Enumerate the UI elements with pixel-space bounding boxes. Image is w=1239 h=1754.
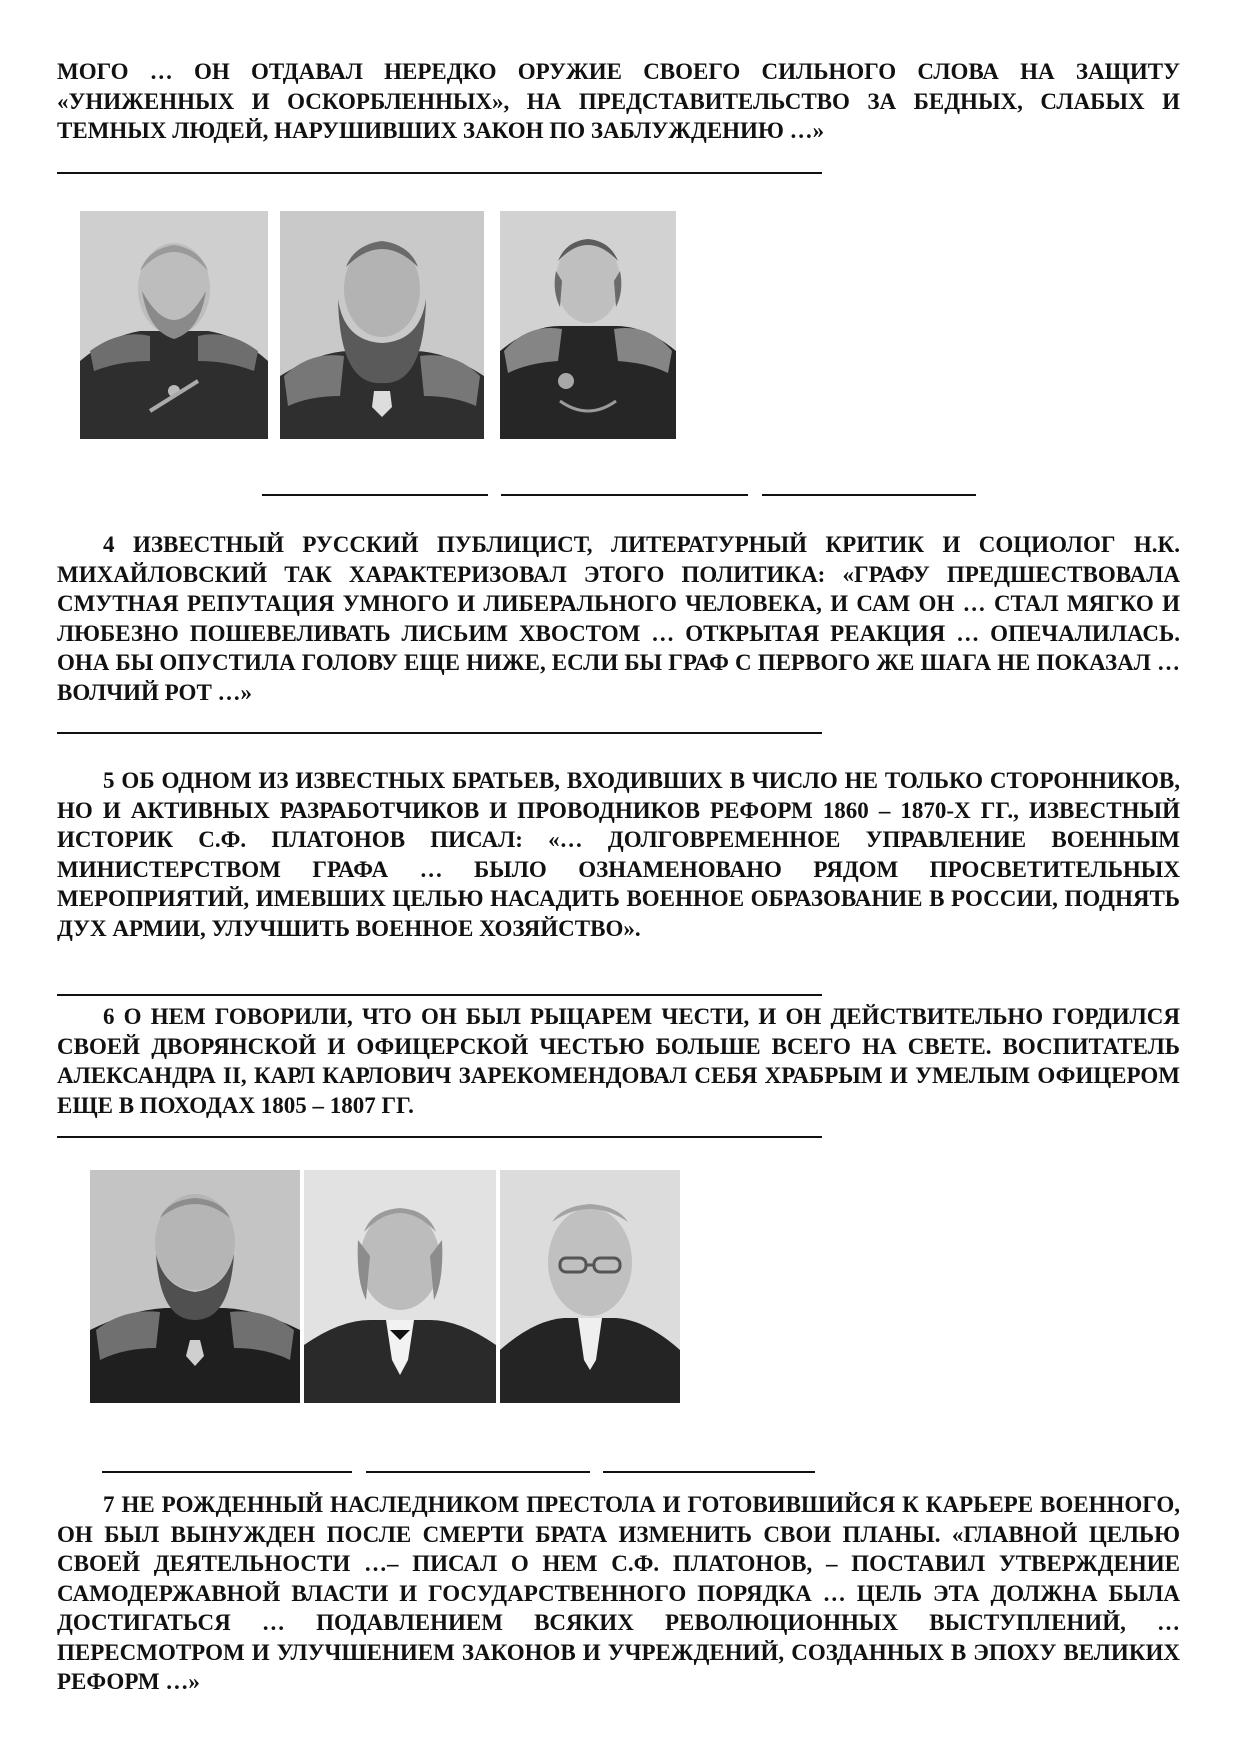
paragraph-4: 4 ИЗВЕСТНЫЙ РУССКИЙ ПУБЛИЦИСТ, ЛИТЕРАТУРНЫЙ КРИТИК И СОЦИОЛОГ Н.К. МИХАЙЛОВСКИЙ ТАК ХАРАКТЕРИЗОВАЛ ЭТОГО ПОЛИТИКА: «ГРАФУ ПРЕДШЕСТВОВАЛА СМУТНАЯ РЕПУТАЦИЯ УМНОГО И ЛИБЕРАЛЬНОГО ЧЕЛОВЕКА, И САМ ОН … СТАЛ МЯГКО И ЛЮБЕЗНО ПОШЕВЕЛИВАТЬ ЛИСЬИМ ХВОСТОМ … ОТКРЫТАЯ РЕАКЦИЯ … ОПЕЧАЛИЛАСЬ. ОНА БЫ ОПУСТИЛА ГОЛОВУ ЕЩЕ НИЖЕ, ЕСЛИ БЫ ГРАФ С ПЕРВОГО ЖЕ ШАГА НЕ ПОКАЗАЛ … ВОЛЧИЙ РОТ …» <box>57 532 1180 705</box>
portrait-6 <box>500 1170 680 1403</box>
paragraph-6: 6 О НЕМ ГОВОРИЛИ, ЧТО ОН БЫЛ РЫЦАРЕМ ЧЕСТИ, И ОН ДЕЙСТВИТЕЛЬНО ГОРДИЛСЯ СВОЕЙ ДВОРЯНСКОЙ И ОФИЦЕРСКОЙ ЧЕСТЬЮ БОЛЬШЕ ВСЕГО НА СВЕТЕ. ВОСПИТАТЕЛЬ АЛЕКСАНДРА II, КАРЛ КАРЛОВИЧ ЗАРЕКОМЕНДОВАЛ СЕБЯ ХРАБРЫМ И УМЕЛЫМ ОФИЦЕРОМ ЕЩЕ В ПОХОДАХ 1805 – 1807 ГГ. <box>57 1004 1180 1118</box>
paragraph-7: 7 НЕ РОЖДЕННЫЙ НАСЛЕДНИКОМ ПРЕСТОЛА И ГОТОВИВШИЙСЯ К КАРЬЕРЕ ВОЕННОГО, ОН БЫЛ ВЫНУЖДЕН ПОСЛЕ СМЕРТИ БРАТА ИЗМЕНИТЬ СВОИ ПЛАНЫ. «ГЛАВНОЙ ЦЕЛЬЮ СВОЕЙ ДЕЯТЕЛЬНОСТИ …– ПИСАЛ О НЕМ С.Ф. ПЛАТОНОВ, – ПОСТАВИЛ УТВЕРЖДЕНИЕ САМОДЕРЖАВНОЙ ВЛАСТИ И ГОСУДАРСТВЕННОГО ПОРЯДКА … ЦЕЛЬ ЭТА ДОЛЖНА БЫЛА ДОСТИГАТЬСЯ … ПОДАВЛЕНИЕМ ВСЯКИХ РЕВОЛЮЦИОННЫХ ВЫСТУПЛЕНИЙ, … ПЕРЕСМОТРОМ И УЛУЧШЕНИЕМ ЗАКОНОВ И УЧРЕЖДЕНИЙ, СОЗДАННЫХ В ЭПОХУ ВЕЛИКИХ РЕФОРМ …» <box>57 1492 1180 1694</box>
answer-line-4[interactable] <box>57 732 822 734</box>
answer-line-portrait-2[interactable] <box>501 494 748 496</box>
answer-line-portrait-3[interactable] <box>762 494 976 496</box>
answer-line-5[interactable] <box>57 994 822 996</box>
portrait-3 <box>500 211 676 439</box>
answer-line-portrait-5[interactable] <box>366 1471 590 1473</box>
portrait-2 <box>280 211 484 439</box>
portrait-4 <box>90 1170 300 1403</box>
answer-line-6[interactable] <box>57 1136 822 1138</box>
portrait-5 <box>304 1170 496 1403</box>
paragraph-intro: МОГО … ОН ОТДАВАЛ НЕРЕДКО ОРУЖИЕ СВОЕГО СИЛЬНОГО СЛОВА НА ЗАЩИТУ «УНИЖЕННЫХ И ОСКОРБЛЕННЫХ», НА ПРЕДСТАВИТЕЛЬСТВО ЗА БЕДНЫХ, СЛАБЫХ И ТЕМНЫХ ЛЮДЕЙ, НАРУШИВШИХ ЗАКОН ПО ЗАБЛУЖДЕНИЮ …» <box>57 59 1180 143</box>
answer-line-portrait-4[interactable] <box>102 1471 352 1473</box>
answer-line-1[interactable] <box>57 172 822 174</box>
answer-line-portrait-6[interactable] <box>603 1471 815 1473</box>
answer-line-portrait-1[interactable] <box>262 494 488 496</box>
paragraph-5: 5 ОБ ОДНОМ ИЗ ИЗВЕСТНЫХ БРАТЬЕВ, ВХОДИВШИХ В ЧИСЛО НЕ ТОЛЬКО СТОРОННИКОВ, НО И АКТИВНЫХ РАЗРАБОТЧИКОВ И ПРОВОДНИКОВ РЕФОРМ 1860 – 1870-Х ГГ., ИЗВЕСТНЫЙ ИСТОРИК С.Ф. ПЛАТОНОВ ПИСАЛ: «… ДОЛГОВРЕМЕННОЕ УПРАВЛЕНИЕ ВОЕННЫМ МИНИСТЕРСТВОМ ГРАФА … БЫЛО ОЗНАМЕНОВАНО РЯДОМ ПРОСВЕТИТЕЛЬНЫХ МЕРОПРИЯТИЙ, ИМЕВШИХ ЦЕЛЬЮ НАСАДИТЬ ВОЕННОЕ ОБРАЗОВАНИЕ В РОССИИ, ПОДНЯТЬ ДУХ АРМИИ, УЛУЧШИТЬ ВОЕННОЕ ХОЗЯЙСТВО». <box>57 768 1180 941</box>
portrait-1 <box>80 211 268 439</box>
